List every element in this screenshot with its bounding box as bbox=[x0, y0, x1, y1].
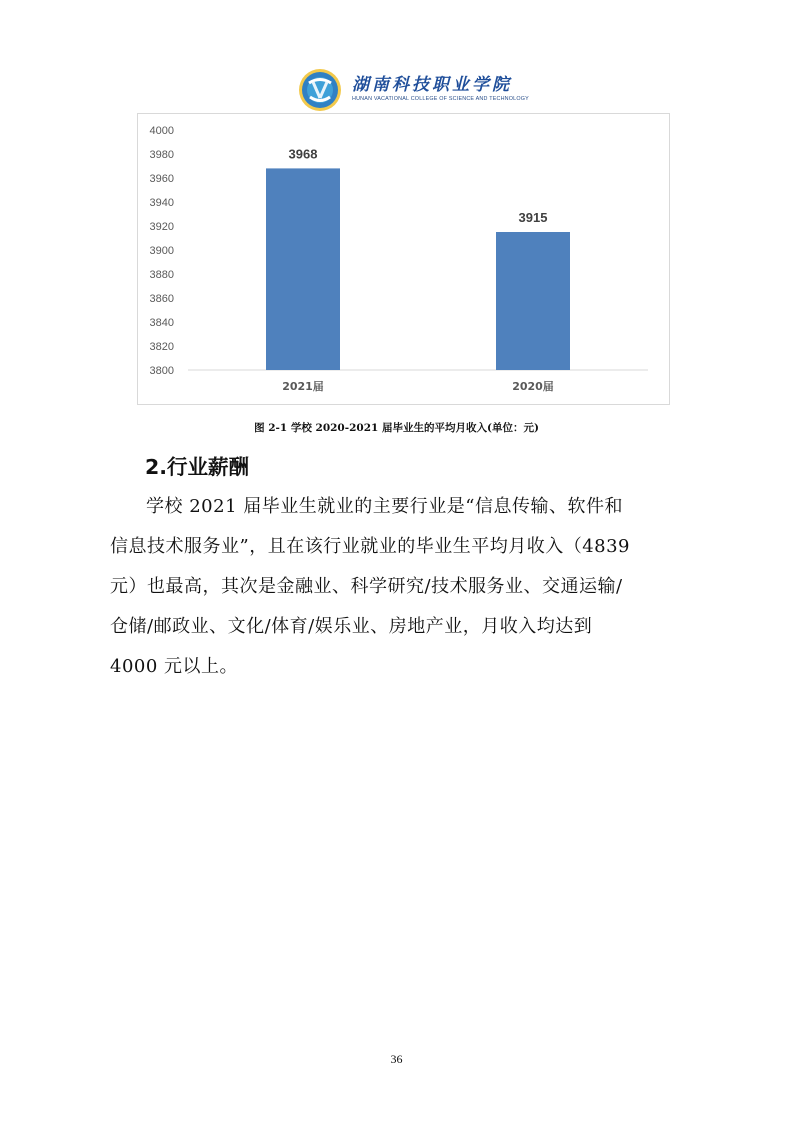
page-number: 36 bbox=[390, 1052, 403, 1066]
chart-canvas bbox=[138, 114, 669, 404]
x-category-label: 2020届 bbox=[512, 380, 554, 393]
y-tick-label: 3900 bbox=[149, 245, 174, 257]
bar-2021届 bbox=[266, 168, 340, 370]
y-tick-label: 3980 bbox=[149, 149, 174, 161]
paragraph-line: 4000 元以上。 bbox=[110, 656, 239, 677]
paragraph-line: 仓储/邮政业、文化/体育/娱乐业、房地产业，月收入均达到 bbox=[110, 616, 593, 637]
y-tick-label: 3960 bbox=[149, 173, 174, 185]
school-name-en: HUNAN VACATIONAL COLLEGE OF SCIENCE AND TECHNOLOGY bbox=[352, 96, 529, 102]
y-tick-label: 3920 bbox=[149, 221, 174, 233]
paragraph-line: 学校 2021 届毕业生就业的主要行业是“信息传输、软件和 bbox=[146, 496, 623, 517]
section-heading: 2.行业薪酬 bbox=[145, 455, 250, 479]
y-tick-label: 3880 bbox=[149, 269, 174, 281]
paragraph-line: 信息技术服务业”，且在该行业就业的毕业生平均月收入（4839 bbox=[110, 536, 631, 557]
y-tick-label: 3940 bbox=[149, 197, 174, 209]
data-label: 3968 bbox=[288, 146, 318, 162]
y-tick-label: 3820 bbox=[149, 341, 174, 353]
page-header bbox=[0, 64, 793, 114]
school-name-cn: 湖南科技职业学院 bbox=[352, 75, 512, 95]
bar-2020届 bbox=[496, 232, 570, 370]
y-tick-label: 4000 bbox=[149, 125, 174, 137]
y-tick-label: 3840 bbox=[149, 317, 174, 329]
y-tick-label: 3800 bbox=[149, 365, 174, 377]
figure-caption: 图 2-1 学校 2020-2021 届毕业生的平均月收入(单位：元) bbox=[254, 422, 539, 434]
data-label: 3915 bbox=[518, 210, 548, 225]
y-tick-label: 3860 bbox=[149, 293, 174, 305]
paragraph-line: 元）也最高，其次是金融业、科学研究/技术服务业、交通运输/ bbox=[110, 576, 623, 597]
x-category-label: 2021届 bbox=[282, 380, 324, 393]
school-emblem-icon bbox=[298, 68, 342, 112]
income-bar-chart bbox=[137, 113, 670, 405]
